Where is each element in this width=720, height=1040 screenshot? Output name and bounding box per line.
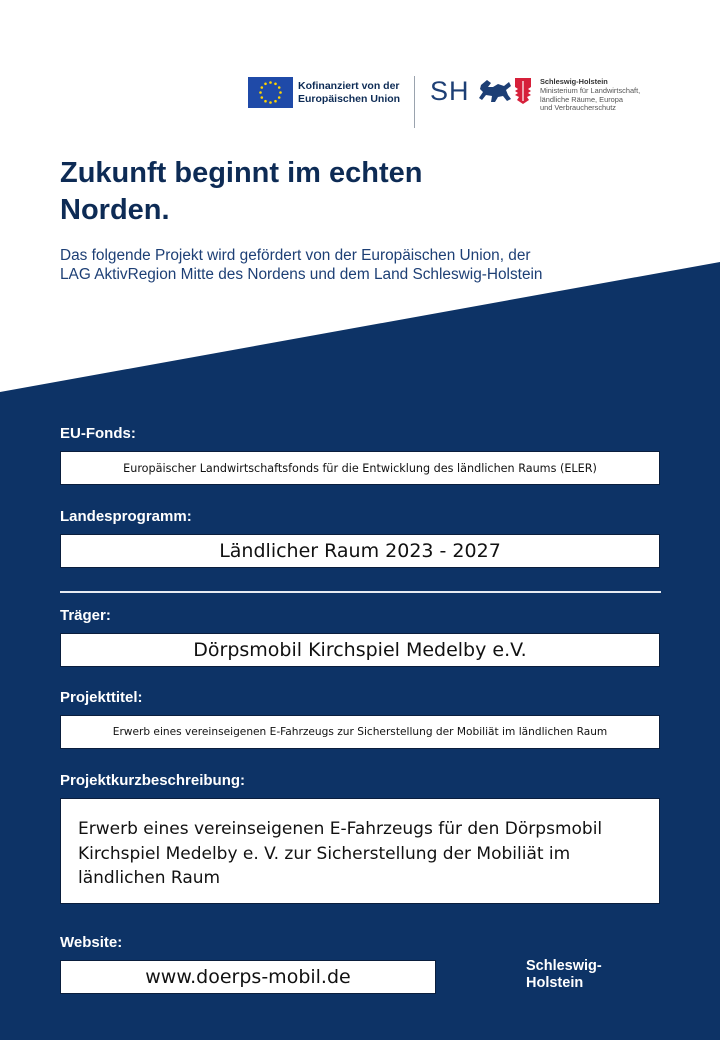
ministry-text <box>540 78 660 113</box>
traeger-value: Dörpsmobil Kirchspiel Medelby e.V. <box>60 633 660 667</box>
eu-flag-icon <box>248 77 293 108</box>
kurzbeschreibung-label: Projektkurzbeschreibung: <box>60 772 246 789</box>
eu-fonds-value: Europäischer Landwirtschaftsfonds für die Entwicklung des ländlichen Raums (ELER) <box>60 451 660 485</box>
website-label: Website: <box>60 934 123 951</box>
ministry-line1: Ministerium für Landwirtschaft, <box>540 85 641 95</box>
kurzbeschreibung-value <box>60 798 660 904</box>
ministry-title: Schleswig-Holstein <box>540 77 608 86</box>
kurzbeschreibung-line2: Kirchspiel Medelby e. V. zur Sicherstellung der Mobiliät im <box>78 843 571 864</box>
traeger-label: Träger: <box>60 607 111 624</box>
kurzbeschreibung-line3: ländlichen Raum <box>78 868 221 888</box>
ministry-line2: ländliche Räume, Europa <box>540 94 623 104</box>
eu-fonds-label: EU-Fonds: <box>60 425 136 442</box>
eu-cofinancing-text <box>298 80 400 106</box>
intro-line1: Das folgende Projekt wird gefördert von der Europäischen Union, der <box>60 247 531 264</box>
headline-line1: Zukunft beginnt im echten <box>60 157 423 189</box>
eu-text-line1: Kofinanziert von der <box>298 80 400 92</box>
intro-text <box>60 246 620 284</box>
kurzbeschreibung-line1: Erwerb eines vereinseigenen E-Fahrzeugs für den Dörpsmobil <box>78 819 603 839</box>
landesprogramm-label: Landesprogramm: <box>60 508 192 525</box>
footer-line1: Schleswig- <box>526 958 602 974</box>
footer-line2: Holstein <box>526 975 584 991</box>
logo-divider <box>414 76 415 128</box>
section-divider <box>60 591 661 593</box>
projekttitel-value: Erwerb eines vereinseigenen E-Fahrzeugs zur Sicherstellung der Mobiliät im ländlichen Raum <box>60 715 660 749</box>
ministry-line3: und Verbraucherschutz <box>540 103 617 113</box>
headline <box>60 155 560 229</box>
landesprogramm-value: Ländlicher Raum 2023 - 2027 <box>60 534 660 568</box>
website-value[interactable]: www.doerps-mobil.de <box>60 960 436 994</box>
sh-lion-icon <box>478 78 512 104</box>
intro-line2: LAG AktivRegion Mitte des Nordens und dem Land Schleswig-Holstein <box>60 266 543 283</box>
projekttitel-label: Projekttitel: <box>60 689 143 706</box>
headline-line2: Norden. <box>60 194 170 226</box>
eu-text-line2: Europäischen Union <box>298 93 401 105</box>
sh-letters: SH <box>430 76 470 106</box>
footer-schleswig-holstein <box>526 958 602 992</box>
sh-nettle-leaf-icon <box>513 77 533 105</box>
